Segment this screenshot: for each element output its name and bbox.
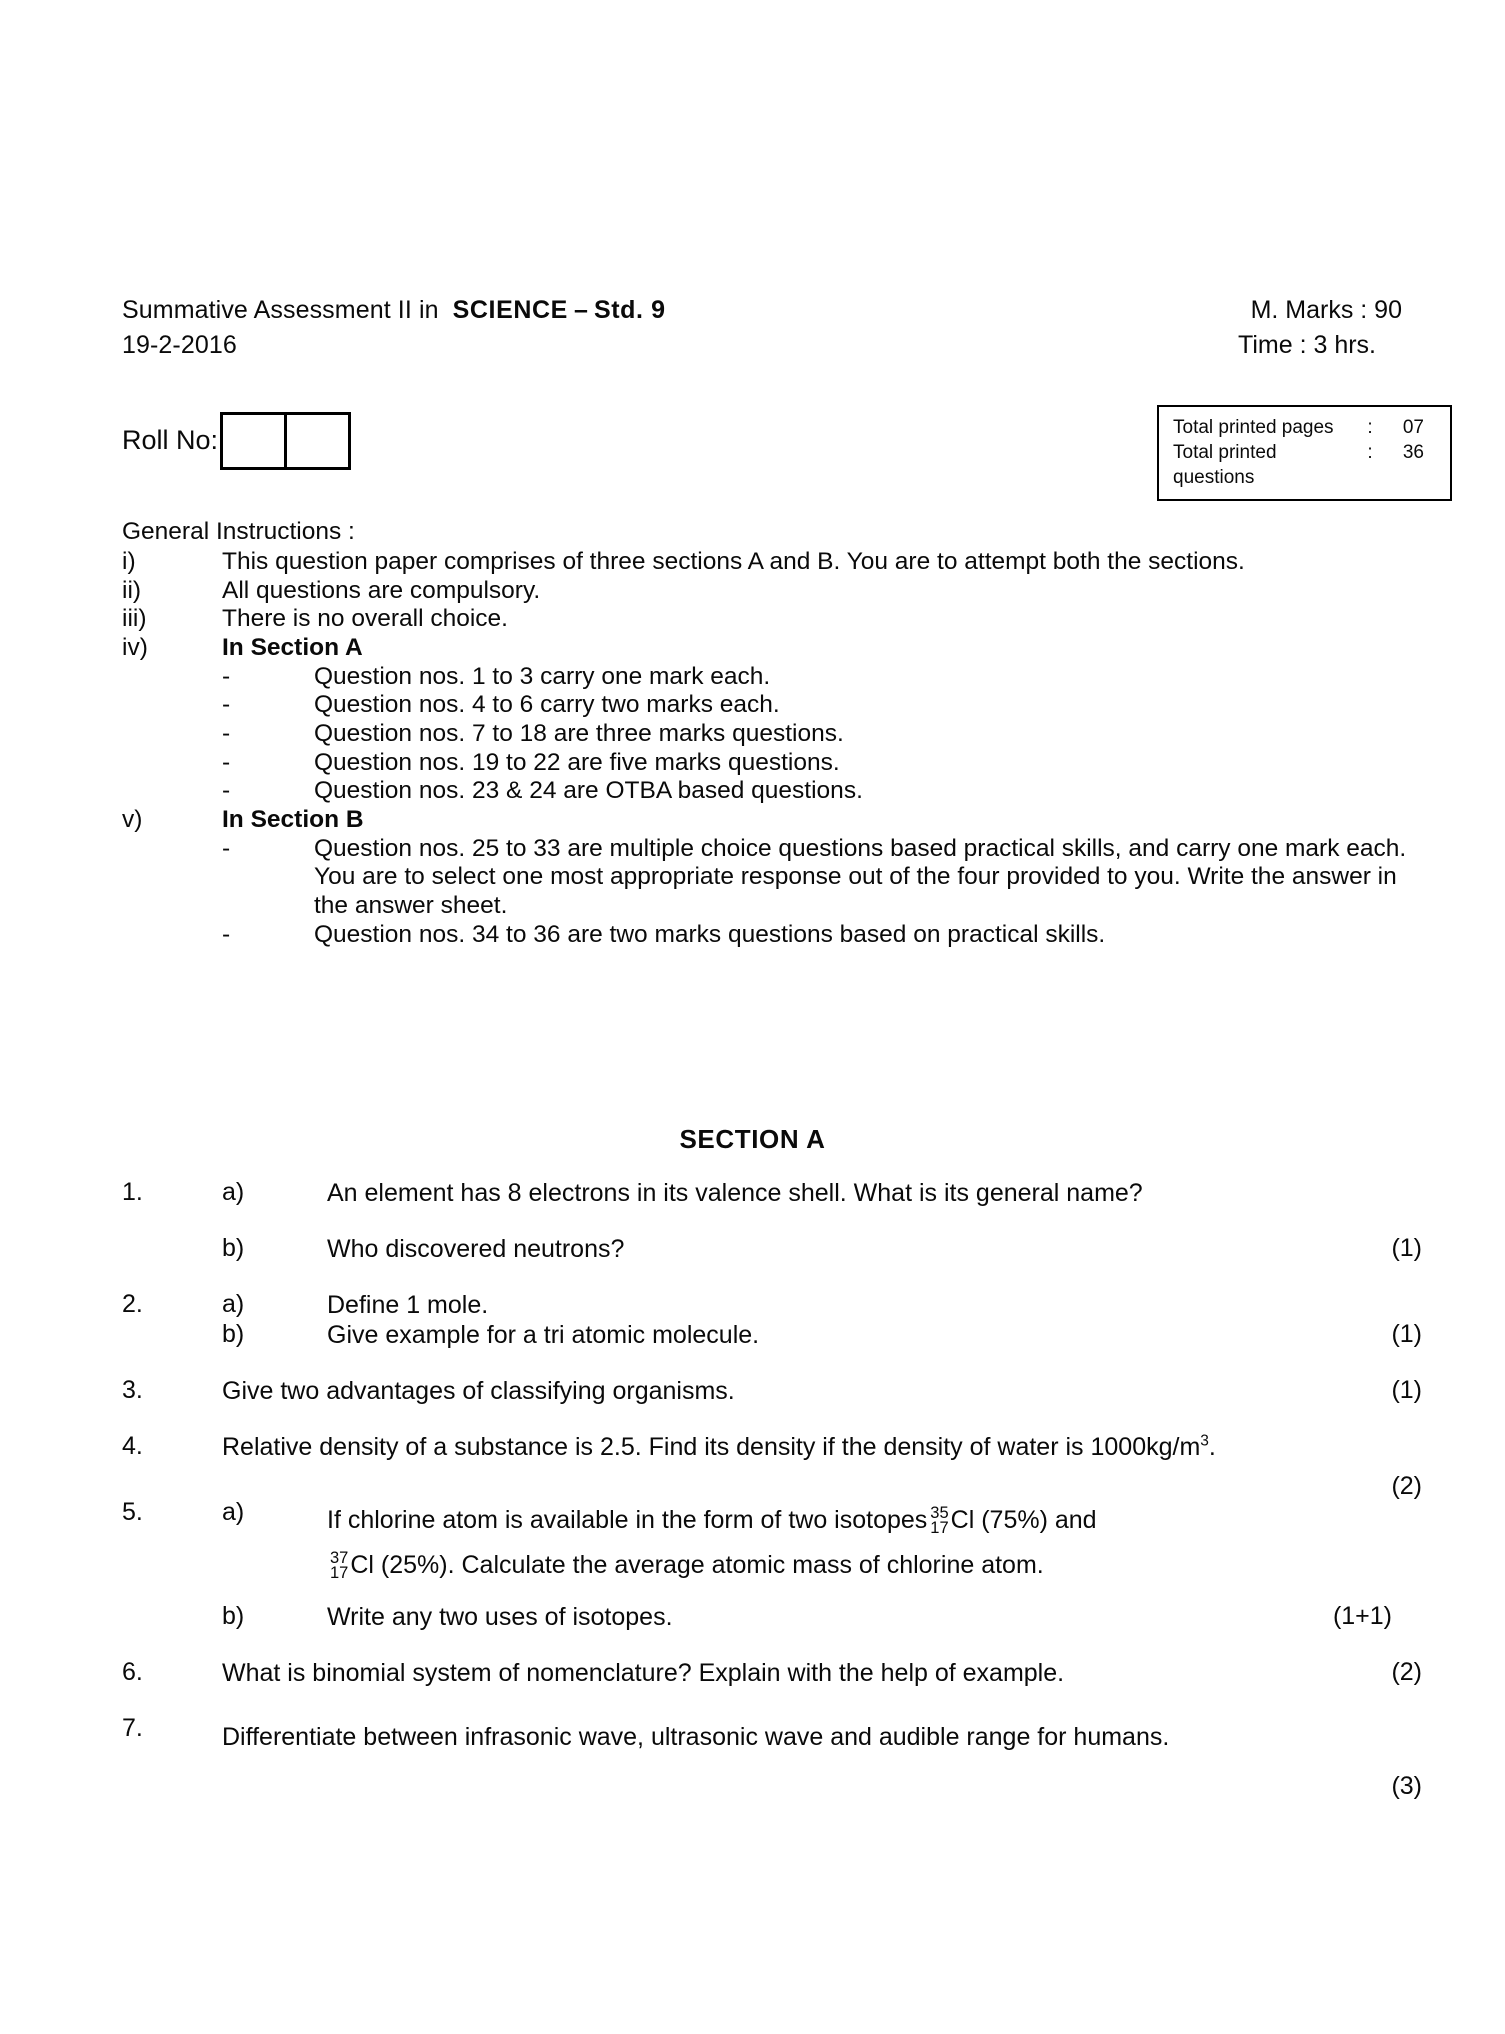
- question-6: [122, 1658, 1422, 1688]
- printed-pages-colon: :: [1367, 417, 1373, 438]
- question-5a: [122, 1498, 1422, 1588]
- question-part-label: a): [222, 1290, 245, 1318]
- printed-pages-row: [1173, 415, 1438, 440]
- question-number: 4.: [122, 1432, 143, 1460]
- question-text: Differentiate between infrasonic wave, ultrasonic wave and audible range for humans.: [222, 1723, 1170, 1751]
- bullet-dash: -: [222, 777, 231, 805]
- question-marks: (1+1): [1332, 1602, 1392, 1630]
- section-a-rule-text: Question nos. 19 to 22 are five marks questions.: [314, 748, 840, 776]
- section-a-rule-text: Question nos. 1 to 3 carry one mark each.: [314, 662, 771, 690]
- header-row-secondary: [122, 331, 1402, 360]
- isotope-atomic-number: 17: [930, 1518, 949, 1537]
- roll-no-cell-1[interactable]: [223, 415, 284, 467]
- questions-list: [122, 1178, 1422, 1800]
- question-marks: (2): [1391, 1658, 1422, 1686]
- question-text: Give example for a tri atomic molecule.: [327, 1321, 760, 1349]
- question-part-label: b): [222, 1234, 245, 1262]
- page-header: [122, 296, 1402, 360]
- printed-questions-row: [1173, 440, 1438, 490]
- roll-no-label: Roll No:: [122, 424, 219, 455]
- isotope-mass-number: 37: [330, 1548, 349, 1567]
- question-text: Write any two uses of isotopes.: [327, 1603, 673, 1631]
- instruction-text-section-b: In Section B: [222, 805, 364, 833]
- bullet-dash: -: [222, 834, 231, 862]
- section-a-rule-text: Question nos. 7 to 18 are three marks questions.: [314, 719, 844, 747]
- max-marks: M. Marks : 90: [1250, 296, 1402, 324]
- isotope-mass-number: 35: [930, 1503, 949, 1522]
- question-2a: [122, 1290, 1422, 1320]
- question-text: Who discovered neutrons?: [327, 1235, 625, 1263]
- question-1b: [122, 1234, 1422, 1264]
- section-a-rule: [222, 691, 1407, 720]
- instruction-item-ii: [122, 577, 1407, 606]
- question-number: 6.: [122, 1658, 143, 1686]
- roll-no-field: [122, 412, 351, 470]
- question-text: An element has 8 electrons in its valence shell. What is its general name?: [327, 1179, 1143, 1207]
- question-3: [122, 1376, 1422, 1406]
- question-number: 5.: [122, 1498, 143, 1526]
- printed-pages-label: Total printed pages: [1173, 417, 1334, 438]
- question-2b: [122, 1320, 1422, 1350]
- instruction-text-section-a: In Section A: [222, 633, 363, 661]
- bullet-dash: -: [222, 719, 231, 747]
- general-instructions: [122, 518, 1407, 949]
- question-number: 2.: [122, 1290, 143, 1318]
- question-text: What is binomial system of nomenclature? Explain with the help of example.: [222, 1659, 1065, 1687]
- section-a-rule-text: Question nos. 23 & 24 are OTBA based questions.: [314, 777, 863, 805]
- question-text: Define 1 mole.: [327, 1291, 489, 1319]
- section-a-rule-text: Question nos. 4 to 6 carry two marks each.: [314, 691, 780, 719]
- instruction-text: All questions are compulsory.: [222, 576, 541, 604]
- exam-standard: Std. 9: [593, 296, 666, 324]
- question-number: 3.: [122, 1376, 143, 1404]
- question-text-post: .: [1208, 1433, 1216, 1461]
- roll-no-cell-2[interactable]: [284, 415, 348, 467]
- printed-info-box: [1157, 405, 1452, 501]
- roll-no-boxes: [220, 412, 351, 470]
- instruction-item-v: [122, 806, 1407, 835]
- exam-date: 19-2-2016: [122, 331, 237, 359]
- bullet-dash: -: [222, 920, 231, 948]
- isotope-atomic-number: 17: [330, 1563, 349, 1582]
- exam-duration: Time : 3 hrs.: [1238, 331, 1376, 359]
- question-number: 1.: [122, 1178, 143, 1206]
- question-marks: (1): [1391, 1320, 1422, 1348]
- question-part-label: a): [222, 1498, 245, 1526]
- instruction-number: ii): [122, 576, 142, 604]
- exam-subject: SCIENCE: [452, 296, 568, 324]
- section-b-rule: [222, 921, 1407, 950]
- question-part-label: a): [222, 1178, 245, 1206]
- bullet-dash: -: [222, 691, 231, 719]
- instruction-item-i: [122, 548, 1407, 577]
- question-text: [327, 1498, 1422, 1588]
- instruction-text: This question paper comprises of three sections A and B. You are to attempt both the sections.: [222, 548, 1245, 575]
- question-number: 7.: [122, 1714, 143, 1742]
- question-text-pre: Relative density of a substance is 2.5. Find its density if the density of water is 1000kg/m: [222, 1433, 1201, 1461]
- section-a-rule: [222, 720, 1407, 749]
- instruction-number: iii): [122, 605, 147, 633]
- section-b-rule-text: Question nos. 34 to 36 are two marks questions based on practical skills.: [314, 920, 1106, 948]
- instruction-number: iv): [122, 633, 148, 661]
- printed-questions-value: 36: [1402, 442, 1424, 464]
- section-a-rule: [222, 749, 1407, 778]
- isotope-37-17: [330, 1548, 349, 1582]
- question-1a: [122, 1178, 1422, 1208]
- question-marks: (1): [1391, 1234, 1422, 1262]
- section-a-heading: SECTION A: [679, 1124, 826, 1154]
- question-text: Give two advantages of classifying organisms.: [222, 1377, 735, 1405]
- exam-title-prefix: Summative Assessment II in: [122, 296, 439, 324]
- question-text: [222, 1432, 1422, 1462]
- question-7: [122, 1714, 1422, 1800]
- question-text-pre: If chlorine atom is available in the form of two isotopes: [327, 1506, 928, 1534]
- printed-pages-value: 07: [1402, 417, 1424, 438]
- exponent-3: 3: [1200, 1432, 1209, 1450]
- instruction-item-iii: [122, 605, 1407, 634]
- question-4: [122, 1432, 1422, 1500]
- question-part-label: b): [222, 1320, 245, 1348]
- section-b-rule-text: Question nos. 25 to 33 are multiple choice questions based practical skills, and carry one mark each. You are to select one most appropriate response out of the four provided to you. Write the answer in the answer sheet.: [314, 834, 1407, 919]
- bullet-dash: -: [222, 662, 231, 690]
- question-marks: (2): [1391, 1472, 1422, 1500]
- section-a-rule: [222, 777, 1407, 806]
- question-part-label: b): [222, 1602, 245, 1630]
- question-marks: (3): [1391, 1772, 1422, 1800]
- section-b-rule: [222, 835, 1407, 921]
- instruction-number: i): [122, 548, 136, 575]
- instruction-text: There is no overall choice.: [222, 605, 508, 633]
- section-a-rule: [222, 663, 1407, 692]
- title-dash: –: [573, 296, 588, 324]
- printed-questions-colon: :: [1367, 442, 1373, 464]
- exam-title: [122, 296, 666, 325]
- header-row-primary: [122, 296, 1402, 325]
- isotope-35-17: [930, 1503, 949, 1537]
- isotope-element-1: Cl (75%) and: [950, 1506, 1097, 1534]
- instruction-item-iv: [122, 634, 1407, 663]
- instruction-number: v): [122, 805, 143, 833]
- bullet-dash: -: [222, 748, 231, 776]
- isotope-element-2: Cl (25%). Calculate the average atomic mass of chlorine atom.: [350, 1551, 1044, 1579]
- question-5b: [122, 1602, 1422, 1632]
- general-instructions-title: General Instructions :: [122, 518, 355, 545]
- printed-questions-label: Total printed questions: [1173, 442, 1277, 489]
- question-marks: (1): [1391, 1376, 1422, 1404]
